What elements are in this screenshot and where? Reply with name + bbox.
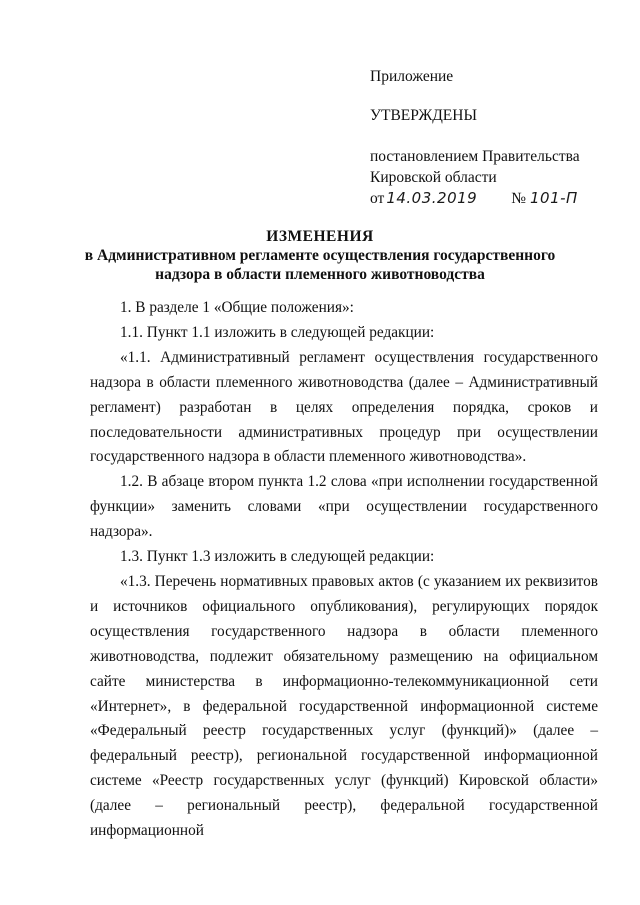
paragraph: 1.3. Пункт 1.3 изложить в следующей редакции: bbox=[120, 548, 435, 566]
paragraph: 1.2. В абзаце втором пункта 1.2 слова «при исполнении государственной функции» заменить словами «при осуществлении государственного надзора». bbox=[90, 473, 598, 541]
approval-block bbox=[370, 66, 610, 209]
document-subtitle: в Административном регламенте осуществления государственного надзора в области племенного животноводства bbox=[84, 247, 556, 283]
date-number-line bbox=[370, 188, 610, 209]
date-prefix: от bbox=[370, 190, 385, 207]
document-body bbox=[90, 296, 598, 844]
document-heading bbox=[60, 227, 580, 284]
paragraph: 1.1. Пункт 1.1 изложить в следующей редакции: bbox=[120, 323, 435, 341]
appendix-label: Приложение bbox=[370, 68, 454, 85]
document-title: ИЗМЕНЕНИЯ bbox=[266, 228, 374, 245]
paragraph: «1.1. Административный регламент осуществления государственного надзора в области племенного животноводства (далее – Административный регламент) разработан в целях определения порядка, сроков и последовательности административных процедур при осуществлении государственного надзора в области племенного животноводства». bbox=[90, 348, 598, 466]
handwritten-number: 101-П bbox=[530, 189, 578, 207]
paragraph: 1. В разделе 1 «Общие положения»: bbox=[120, 299, 354, 316]
paragraph: «1.3. Перечень нормативных правовых актов (с указанием их реквизитов и источников официального опубликования), регулирующих порядок осуществления государственного надзора в области племенного животноводства, подлежит обязательному размещению на официальном сайте министерства в информационно-телекоммуникационной сети «Интернет», в федеральной государственной информационной системе «Федеральный реестр государственных услуг (функций)» (далее – федеральный реестр), региональной государственной информационной системе «Реестр государственных услуг (функций) Кировской области» (далее – региональный реестр), федеральной государственной информационной bbox=[90, 572, 598, 840]
handwritten-date: 14.03.2019 bbox=[386, 189, 478, 207]
region-line: Кировской области bbox=[370, 169, 497, 186]
approved-label: УТВЕРЖДЕНЫ bbox=[370, 107, 477, 124]
resolution-line: постановлением Правительства bbox=[370, 148, 580, 165]
number-prefix: № bbox=[511, 190, 527, 207]
